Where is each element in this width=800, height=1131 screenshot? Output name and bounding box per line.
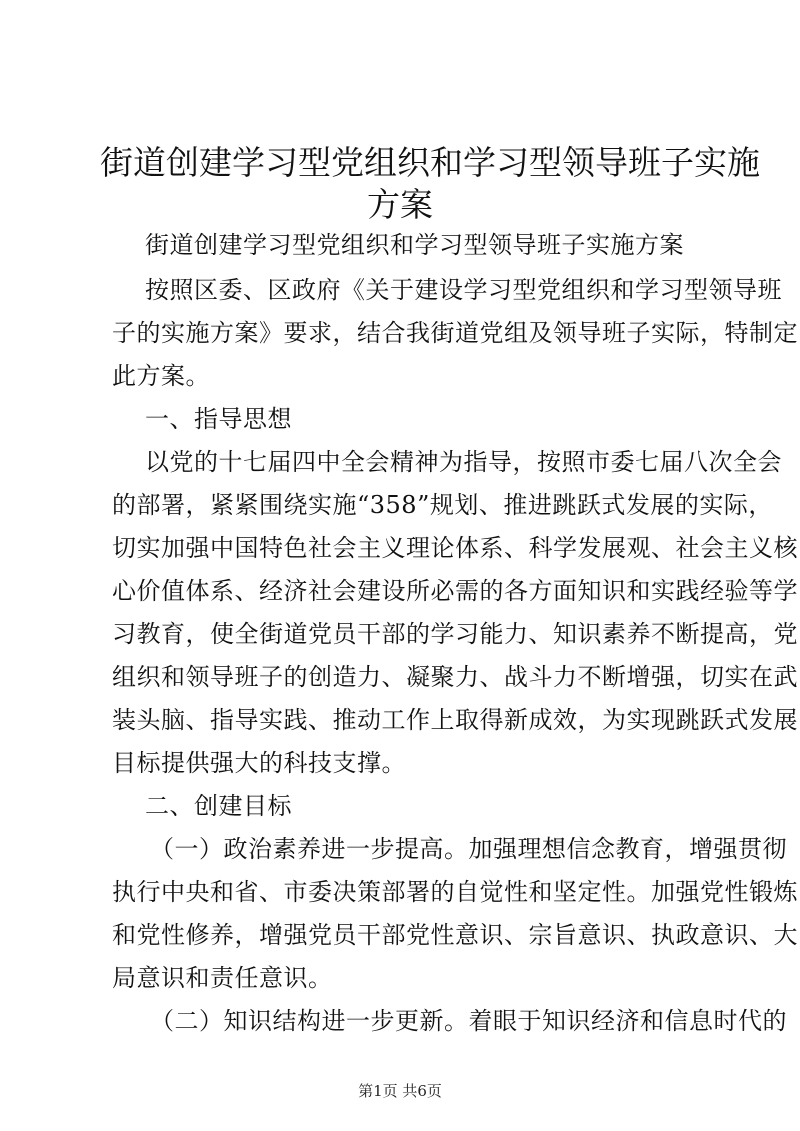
paragraph-line: 执行中央和省、市委决策部署的自觉性和坚定性。加强党性锻炼 bbox=[112, 878, 798, 906]
document-title-line-1: 街道创建学习型党组织和学习型领导班子实施 bbox=[100, 143, 760, 182]
paragraph-line: 局意识和责任意识。 bbox=[112, 964, 333, 992]
paragraph-line: 按照区委、区政府《关于建设学习型党组织和学习型领导班 bbox=[145, 276, 782, 304]
paragraph-line: 的部署，紧紧围绕实施“358”规划、推进跳跃式发展的实际， bbox=[112, 491, 773, 519]
paragraph-line: 装头脑、指导实践、推动工作上取得新成效，为实现跳跃式发展 bbox=[112, 706, 798, 734]
paragraph-line: 心价值体系、经济社会建设所必需的各方面知识和实践经验等学 bbox=[112, 577, 798, 605]
paragraph-line: 切实加强中国特色社会主义理论体系、科学发展观、社会主义核 bbox=[112, 534, 798, 562]
paragraph-line: 和党性修养，增强党员干部党性意识、宗旨意识、执政意识、大 bbox=[112, 921, 798, 949]
paragraph-line: 习教育，使全街道党员干部的学习能力、知识素养不断提高，党 bbox=[112, 620, 798, 648]
paragraph-line: 目标提供强大的科技支撑。 bbox=[112, 749, 406, 777]
paragraph-line: 以党的十七届四中全会精神为指导，按照市委七届八次全会 bbox=[145, 448, 782, 476]
paragraph-line: 子的实施方案》要求，结合我街道党组及领导班子实际，特制定 bbox=[112, 319, 798, 347]
document-subtitle: 街道创建学习型党组织和学习型领导班子实施方案 bbox=[145, 231, 684, 259]
paragraph-line: （一）政治素养进一步提高。加强理想信念教育，增强贯彻 bbox=[150, 835, 787, 863]
section-heading-2: 二、创建目标 bbox=[145, 792, 292, 820]
document-title-line-2: 方案 bbox=[367, 185, 433, 224]
paragraph-line: 组织和领导班子的创造力、凝聚力、战斗力不断增强，切实在武 bbox=[112, 663, 798, 691]
paragraph-line: （二）知识结构进一步更新。着眼于知识经济和信息时代的 bbox=[150, 1007, 787, 1035]
page-footer: 第1页 共6页 bbox=[358, 1082, 442, 1100]
section-heading-1: 一、指导思想 bbox=[145, 405, 292, 433]
paragraph-line: 此方案。 bbox=[112, 362, 210, 390]
